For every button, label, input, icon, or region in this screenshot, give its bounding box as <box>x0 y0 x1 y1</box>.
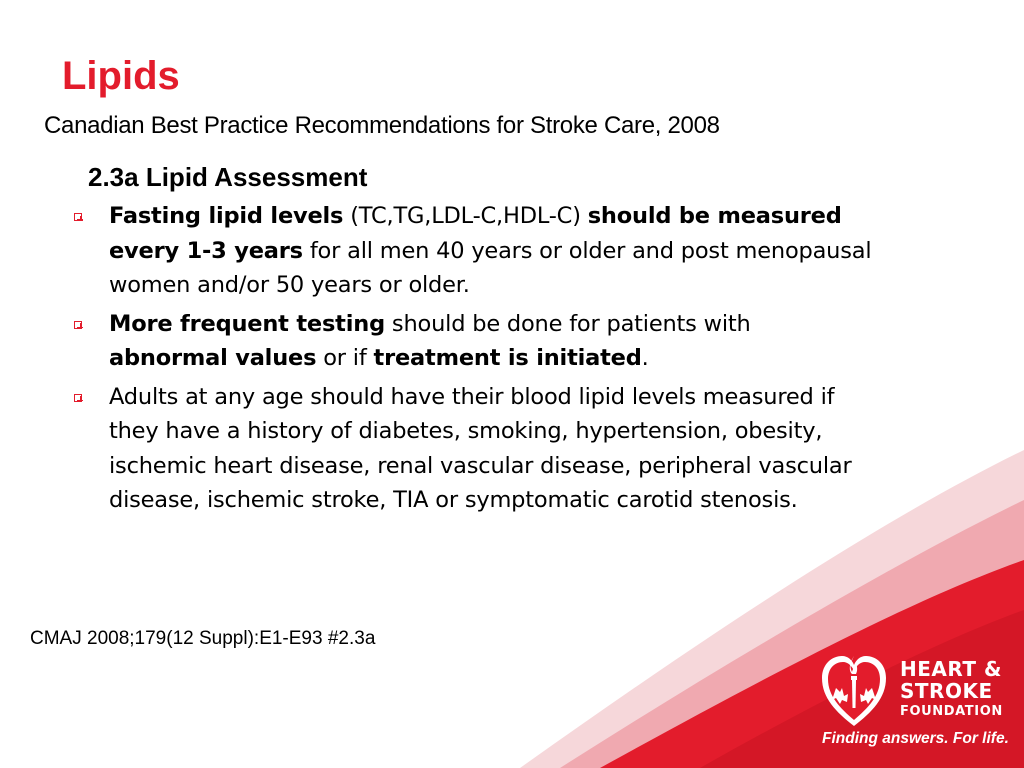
bullet-text: for all men 40 years or older and post menopausal women and/or 50 years or older. <box>109 237 872 298</box>
bullet-item <box>72 199 872 303</box>
slide-title: Lipids <box>62 54 180 98</box>
bullet-square-icon <box>74 213 82 221</box>
bullet-item <box>72 307 872 376</box>
bullet-square-icon <box>74 321 82 329</box>
bullet-list <box>72 199 872 522</box>
heart-torch-maple-leaf-icon <box>818 650 890 732</box>
logo-tagline: Finding answers. For life. <box>822 730 1009 747</box>
logo-line-3: FOUNDATION <box>900 704 1003 719</box>
logo-wordmark <box>900 658 1003 722</box>
bullet-text-bold: abnormal values <box>109 345 317 371</box>
logo-line-1: HEART & <box>900 657 1002 681</box>
bullet-text: . <box>641 345 649 371</box>
bullet-text: should be done for patients with <box>384 310 751 337</box>
logo-line-2: STROKE <box>900 679 993 703</box>
section-heading: 2.3a Lipid Assessment <box>88 162 368 192</box>
bullet-text-bold: More frequent testing <box>109 310 385 337</box>
bullet-text-bold: Fasting lipid levels <box>109 203 344 229</box>
bullet-text: (TC,TG,LDL-C,HDL-C) <box>343 203 588 229</box>
citation: CMAJ 2008;179(12 Suppl):E1-E93 #2.3a <box>30 628 376 649</box>
bullet-item <box>72 380 872 518</box>
bullet-text: or if <box>316 345 374 371</box>
bullet-text-bold: should be measured every 1-3 years <box>109 203 842 264</box>
bullet-text-bold: treatment is initiated <box>373 345 642 371</box>
heart-and-stroke-logo <box>816 650 1009 750</box>
slide-subtitle: Canadian Best Practice Recommendations for Stroke Care, 2008 <box>44 112 720 139</box>
bullet-square-icon <box>74 394 82 402</box>
bullet-text: Adults at any age should have their blood lipid levels measured if they have a history of diabetes, smoking, hypertension, obesity, ischemic heart disease, renal vascular disease, peripheral vascular disease, ischemic stroke, TIA or symptomatic carotid stenosis. <box>109 383 852 513</box>
